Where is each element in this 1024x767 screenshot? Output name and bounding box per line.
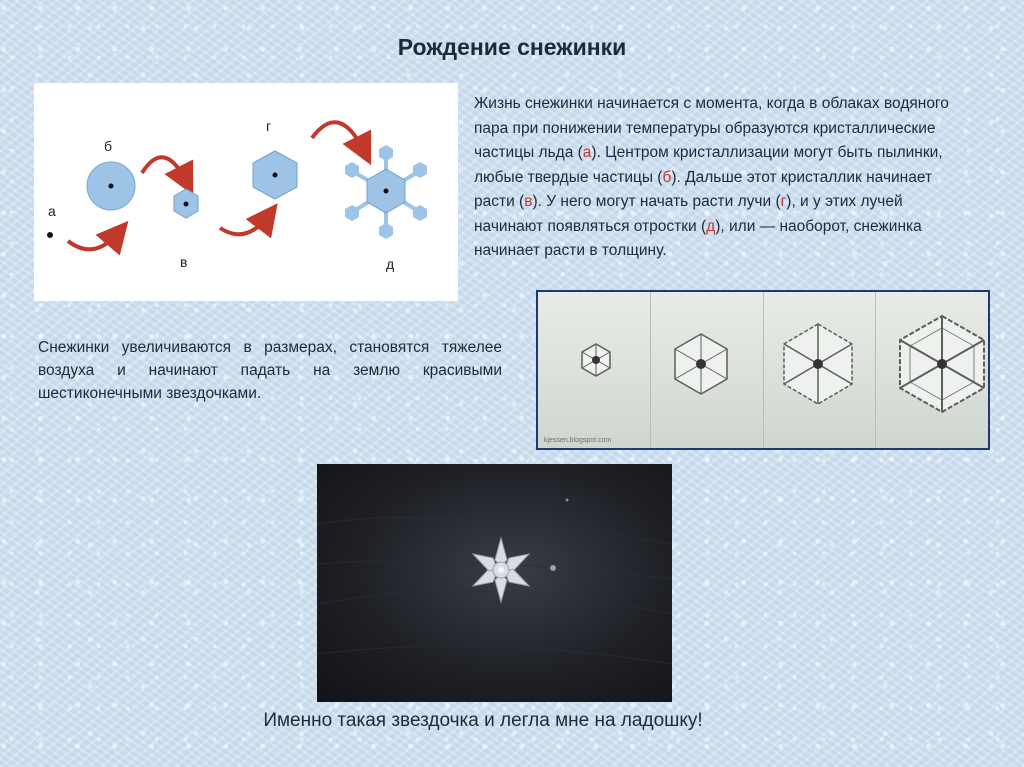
falling-snowflakes-text: Снежинки увеличиваются в размерах, становятся тяжелее воздуха и начинают падать на землю красивыми шестиконечными звездочками. [38,339,502,402]
label-v: в [180,254,188,270]
para-ref-b: б [662,168,672,186]
para-text-4: ). У него могут начать расти лучи ( [532,193,781,210]
growth-photo-1 [538,292,651,448]
photo-credit: kjessen.blogspot.com [544,437,612,444]
growth-photo-3 [764,292,877,448]
para-text-3: ). Дальше этот кристаллик начинает расти ( [474,168,933,210]
description-paragraph [474,92,954,264]
label-b: б [104,138,113,154]
para-text-5: ), и у этих лучей начинают появляться отростки ( [474,193,903,235]
hex-small-core [184,202,189,207]
arrow-b-v [142,157,186,181]
label-a: а [48,203,56,219]
para-text-1: Жизнь снежинки начинается с момента, когда в облаках водяного пара при понижении температуры образуются кристаллические частицы льда ( [474,95,949,161]
bottom-caption: Именно такая звездочка и легла мне на ладошку! [263,710,703,731]
snowflake-star [473,538,529,602]
arrow-v-g [220,216,268,234]
para-ref-a: а [582,144,592,161]
page-title: Рождение снежинки [397,34,627,60]
crystal-growth-svg [34,83,458,301]
snowflake-photo [317,464,672,702]
para-ref-v: в [524,193,533,210]
label-d: д [386,256,395,272]
para-ref-g: г [780,193,787,210]
crystal-growth-diagram [34,83,458,301]
dust-particle [47,232,53,238]
para-text-2: ). Центром кристаллизации могут быть пылинки, любые твердые частицы ( [474,144,943,186]
para-ref-d: д [706,217,716,235]
droplet-core [109,184,114,189]
growth-photo-2 [651,292,764,448]
para-text-6: ), или — наоборот, снежинка начинает расти в толщину. [474,217,922,259]
snowflake-svg [317,464,672,702]
hex-large-core [273,173,278,178]
label-g: г [266,118,272,134]
arrow-a-b [68,233,118,249]
arrow-g-d [312,122,364,151]
growth-photo-4 [876,292,988,448]
snowflake-growth-photos [536,290,990,450]
branched-crystal [345,145,427,239]
